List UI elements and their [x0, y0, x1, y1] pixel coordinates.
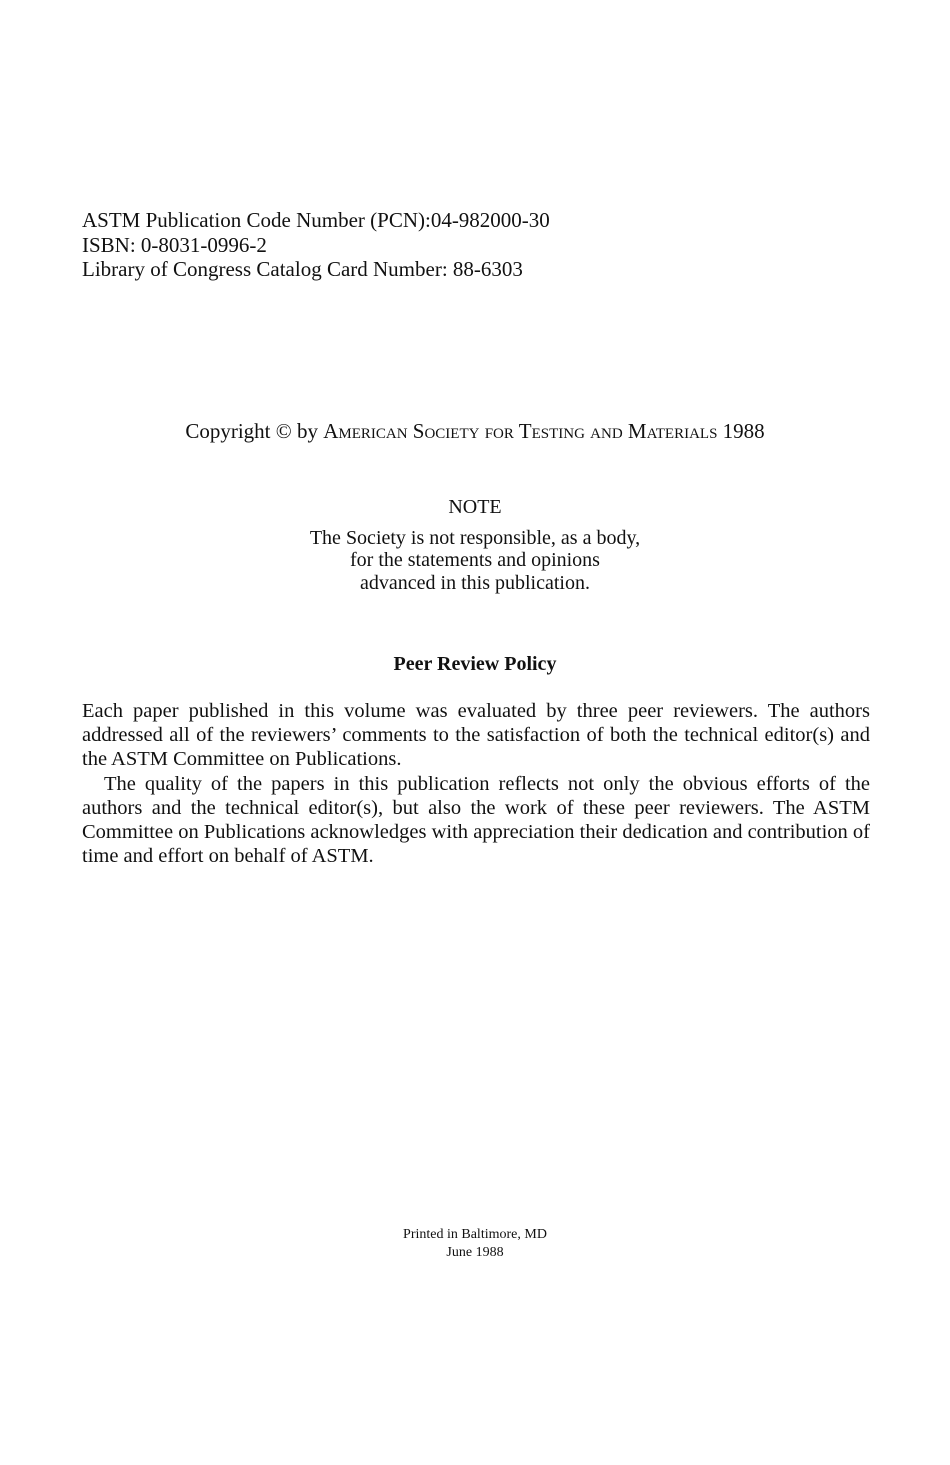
copyright-organization: American Society for Testing and Materials: [323, 419, 718, 443]
note-line: advanced in this publication.: [360, 571, 590, 594]
note-line: The Society is not responsible, as a body,: [309, 526, 641, 549]
copyright-prefix: Copyright © by: [185, 419, 324, 443]
note-line: for the statements and opinions: [350, 549, 600, 571]
imprint: [0, 1226, 950, 1262]
imprint-date: June 1988: [446, 1245, 504, 1260]
copyright-notice: [0, 418, 950, 444]
lccn-line: Library of Congress Catalog Card Number: 88-6303: [82, 257, 523, 281]
imprint-place: Printed in Baltimore, MD: [403, 1227, 547, 1242]
peer-review-paragraph: Each paper published in this volume was evaluated by three peer reviewers. The authors addressed all of the reviewers’ comments to the satisfaction of both the technical editor(s) and the ASTM Committee on Publications.: [82, 700, 870, 771]
pcn-line: ASTM Publication Code Number (PCN):04-982000-30: [82, 208, 550, 232]
publication-info: [82, 208, 550, 282]
isbn-line: ISBN: 0-8031-0996-2: [82, 232, 267, 257]
note-section: [0, 496, 950, 594]
copyright-year: 1988: [717, 419, 765, 443]
peer-review-paragraph: The quality of the papers in this publication reflects not only the obvious efforts of the authors and the technical editor(s), but also the work of these peer reviewers. The ASTM Committee on Publications acknowledges with appreciation their dedication and contribution of time and effort on behalf of ASTM.: [82, 772, 870, 868]
note-title: NOTE: [448, 496, 502, 518]
peer-review-body: [82, 699, 870, 868]
peer-review-title: Peer Review Policy: [393, 653, 557, 675]
